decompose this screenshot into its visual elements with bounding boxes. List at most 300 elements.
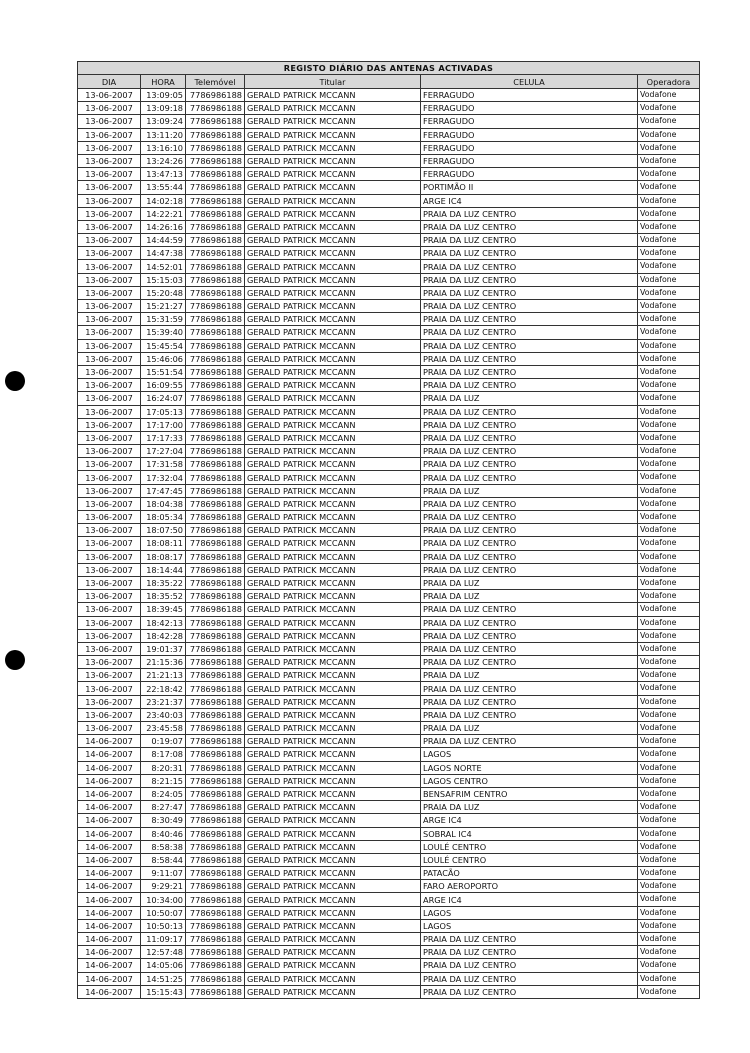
cell-celula: LAGOS [421, 748, 638, 761]
cell-operadora: Vodafone [638, 933, 700, 946]
cell-hora: 23:45:58 [141, 722, 186, 735]
cell-celula: PRAIA DA LUZ CENTRO [421, 405, 638, 418]
table-row [78, 656, 700, 669]
cell-operadora: Vodafone [638, 418, 700, 431]
cell-celula: PRAIA DA LUZ CENTRO [421, 642, 638, 655]
cell-titular: GERALD PATRICK MCCANN [245, 102, 421, 115]
cell-hora: 18:42:28 [141, 629, 186, 642]
cell-operadora: Vodafone [638, 695, 700, 708]
table-row [78, 392, 700, 405]
cell-operadora: Vodafone [638, 787, 700, 800]
table-row [78, 735, 700, 748]
cell-hora: 10:50:07 [141, 906, 186, 919]
cell-operadora: Vodafone [638, 313, 700, 326]
cell-titular: GERALD PATRICK MCCANN [245, 590, 421, 603]
cell-dia: 13-06-2007 [78, 682, 141, 695]
cell-titular: GERALD PATRICK MCCANN [245, 801, 421, 814]
table-row [78, 220, 700, 233]
cell-hora: 13:16:10 [141, 141, 186, 154]
cell-operadora: Vodafone [638, 840, 700, 853]
cell-dia: 14-06-2007 [78, 985, 141, 998]
table-row [78, 959, 700, 972]
table-body [78, 89, 700, 999]
cell-dia: 14-06-2007 [78, 748, 141, 761]
cell-hora: 21:21:13 [141, 669, 186, 682]
cell-dia: 13-06-2007 [78, 207, 141, 220]
cell-telemovel: 7786986188 [186, 774, 245, 787]
cell-dia: 14-06-2007 [78, 972, 141, 985]
cell-telemovel: 7786986188 [186, 722, 245, 735]
cell-hora: 13:24:26 [141, 154, 186, 167]
cell-telemovel: 7786986188 [186, 814, 245, 827]
table-row [78, 102, 700, 115]
table-row [78, 722, 700, 735]
cell-celula: FERRAGUDO [421, 141, 638, 154]
cell-telemovel: 7786986188 [186, 286, 245, 299]
cell-operadora: Vodafone [638, 946, 700, 959]
cell-titular: GERALD PATRICK MCCANN [245, 550, 421, 563]
table-row [78, 524, 700, 537]
cell-titular: GERALD PATRICK MCCANN [245, 642, 421, 655]
cell-celula: PRAIA DA LUZ CENTRO [421, 379, 638, 392]
cell-telemovel: 7786986188 [186, 102, 245, 115]
table-row [78, 418, 700, 431]
cell-dia: 13-06-2007 [78, 576, 141, 589]
cell-telemovel: 7786986188 [186, 524, 245, 537]
table-row [78, 260, 700, 273]
cell-hora: 8:30:49 [141, 814, 186, 827]
table-row [78, 972, 700, 985]
cell-telemovel: 7786986188 [186, 141, 245, 154]
cell-operadora: Vodafone [638, 959, 700, 972]
table-row [78, 511, 700, 524]
cell-hora: 17:32:04 [141, 471, 186, 484]
cell-titular: GERALD PATRICK MCCANN [245, 300, 421, 313]
cell-titular: GERALD PATRICK MCCANN [245, 458, 421, 471]
table-row [78, 537, 700, 550]
cell-titular: GERALD PATRICK MCCANN [245, 141, 421, 154]
cell-celula: PRAIA DA LUZ CENTRO [421, 247, 638, 260]
cell-hora: 9:11:07 [141, 867, 186, 880]
cell-hora: 8:40:46 [141, 827, 186, 840]
cell-operadora: Vodafone [638, 880, 700, 893]
cell-telemovel: 7786986188 [186, 220, 245, 233]
cell-dia: 13-06-2007 [78, 326, 141, 339]
cell-dia: 14-06-2007 [78, 867, 141, 880]
cell-dia: 14-06-2007 [78, 919, 141, 932]
cell-celula: PRAIA DA LUZ [421, 484, 638, 497]
cell-titular: GERALD PATRICK MCCANN [245, 695, 421, 708]
cell-hora: 14:51:25 [141, 972, 186, 985]
cell-hora: 13:09:05 [141, 89, 186, 102]
cell-titular: GERALD PATRICK MCCANN [245, 853, 421, 866]
table-row [78, 352, 700, 365]
table-row [78, 801, 700, 814]
cell-celula: PRAIA DA LUZ CENTRO [421, 286, 638, 299]
cell-dia: 14-06-2007 [78, 840, 141, 853]
cell-celula: FERRAGUDO [421, 168, 638, 181]
cell-operadora: Vodafone [638, 893, 700, 906]
cell-operadora: Vodafone [638, 168, 700, 181]
cell-dia: 14-06-2007 [78, 787, 141, 800]
cell-hora: 8:58:38 [141, 840, 186, 853]
cell-dia: 13-06-2007 [78, 141, 141, 154]
cell-operadora: Vodafone [638, 260, 700, 273]
cell-titular: GERALD PATRICK MCCANN [245, 339, 421, 352]
cell-hora: 8:20:31 [141, 761, 186, 774]
cell-titular: GERALD PATRICK MCCANN [245, 234, 421, 247]
cell-dia: 13-06-2007 [78, 115, 141, 128]
cell-titular: GERALD PATRICK MCCANN [245, 247, 421, 260]
cell-telemovel: 7786986188 [186, 669, 245, 682]
cell-operadora: Vodafone [638, 801, 700, 814]
table-row [78, 761, 700, 774]
table-row [78, 313, 700, 326]
cell-telemovel: 7786986188 [186, 352, 245, 365]
cell-titular: GERALD PATRICK MCCANN [245, 656, 421, 669]
cell-telemovel: 7786986188 [186, 300, 245, 313]
table-row [78, 563, 700, 576]
table-row [78, 458, 700, 471]
cell-hora: 8:17:08 [141, 748, 186, 761]
column-header-celula: CELULA [421, 75, 638, 89]
cell-dia: 13-06-2007 [78, 418, 141, 431]
cell-hora: 13:47:13 [141, 168, 186, 181]
cell-titular: GERALD PATRICK MCCANN [245, 497, 421, 510]
cell-dia: 13-06-2007 [78, 300, 141, 313]
table-row [78, 128, 700, 141]
cell-telemovel: 7786986188 [186, 656, 245, 669]
cell-hora: 15:31:59 [141, 313, 186, 326]
cell-titular: GERALD PATRICK MCCANN [245, 445, 421, 458]
cell-dia: 13-06-2007 [78, 128, 141, 141]
cell-titular: GERALD PATRICK MCCANN [245, 181, 421, 194]
table-row [78, 300, 700, 313]
cell-operadora: Vodafone [638, 735, 700, 748]
cell-celula: FERRAGUDO [421, 89, 638, 102]
cell-dia: 13-06-2007 [78, 234, 141, 247]
cell-operadora: Vodafone [638, 867, 700, 880]
table-row [78, 497, 700, 510]
table-row [78, 906, 700, 919]
cell-telemovel: 7786986188 [186, 405, 245, 418]
cell-telemovel: 7786986188 [186, 695, 245, 708]
cell-operadora: Vodafone [638, 550, 700, 563]
cell-celula: LOULÉ CENTRO [421, 840, 638, 853]
cell-celula: PRAIA DA LUZ CENTRO [421, 418, 638, 431]
cell-telemovel: 7786986188 [186, 550, 245, 563]
cell-titular: GERALD PATRICK MCCANN [245, 392, 421, 405]
cell-operadora: Vodafone [638, 115, 700, 128]
cell-hora: 10:50:13 [141, 919, 186, 932]
cell-celula: SOBRAL IC4 [421, 827, 638, 840]
cell-hora: 15:45:54 [141, 339, 186, 352]
cell-operadora: Vodafone [638, 906, 700, 919]
cell-titular: GERALD PATRICK MCCANN [245, 787, 421, 800]
table-row [78, 168, 700, 181]
table-row [78, 590, 700, 603]
table-row [78, 576, 700, 589]
cell-dia: 13-06-2007 [78, 550, 141, 563]
cell-hora: 15:46:06 [141, 352, 186, 365]
cell-celula: PRAIA DA LUZ CENTRO [421, 695, 638, 708]
cell-dia: 14-06-2007 [78, 959, 141, 972]
cell-celula: PRAIA DA LUZ CENTRO [421, 207, 638, 220]
cell-celula: PRAIA DA LUZ CENTRO [421, 458, 638, 471]
cell-dia: 13-06-2007 [78, 642, 141, 655]
cell-hora: 18:39:45 [141, 603, 186, 616]
cell-titular: GERALD PATRICK MCCANN [245, 168, 421, 181]
cell-dia: 13-06-2007 [78, 708, 141, 721]
cell-dia: 13-06-2007 [78, 669, 141, 682]
cell-operadora: Vodafone [638, 642, 700, 655]
column-header-titular: Titular [245, 75, 421, 89]
cell-telemovel: 7786986188 [186, 115, 245, 128]
cell-titular: GERALD PATRICK MCCANN [245, 906, 421, 919]
cell-celula: LAGOS NORTE [421, 761, 638, 774]
cell-dia: 13-06-2007 [78, 603, 141, 616]
cell-dia: 14-06-2007 [78, 946, 141, 959]
cell-dia: 14-06-2007 [78, 933, 141, 946]
cell-titular: GERALD PATRICK MCCANN [245, 880, 421, 893]
cell-celula: PRAIA DA LUZ CENTRO [421, 511, 638, 524]
table-row [78, 379, 700, 392]
cell-telemovel: 7786986188 [186, 207, 245, 220]
cell-telemovel: 7786986188 [186, 313, 245, 326]
table-row [78, 181, 700, 194]
cell-operadora: Vodafone [638, 972, 700, 985]
cell-titular: GERALD PATRICK MCCANN [245, 946, 421, 959]
cell-titular: GERALD PATRICK MCCANN [245, 840, 421, 853]
cell-telemovel: 7786986188 [186, 735, 245, 748]
cell-hora: 17:17:00 [141, 418, 186, 431]
cell-celula: PRAIA DA LUZ CENTRO [421, 234, 638, 247]
cell-operadora: Vodafone [638, 89, 700, 102]
cell-operadora: Vodafone [638, 484, 700, 497]
table-row [78, 273, 700, 286]
cell-titular: GERALD PATRICK MCCANN [245, 537, 421, 550]
cell-telemovel: 7786986188 [186, 471, 245, 484]
cell-celula: PRAIA DA LUZ [421, 801, 638, 814]
cell-dia: 13-06-2007 [78, 458, 141, 471]
table-row [78, 814, 700, 827]
cell-celula: PRAIA DA LUZ [421, 669, 638, 682]
cell-hora: 0:19:07 [141, 735, 186, 748]
table-row [78, 115, 700, 128]
cell-telemovel: 7786986188 [186, 458, 245, 471]
cell-operadora: Vodafone [638, 669, 700, 682]
cell-celula: PORTIMÃO II [421, 181, 638, 194]
cell-telemovel: 7786986188 [186, 616, 245, 629]
cell-dia: 13-06-2007 [78, 102, 141, 115]
cell-operadora: Vodafone [638, 207, 700, 220]
cell-celula: PATACÃO [421, 867, 638, 880]
table-row [78, 669, 700, 682]
cell-celula: PRAIA DA LUZ CENTRO [421, 300, 638, 313]
cell-hora: 11:09:17 [141, 933, 186, 946]
cell-titular: GERALD PATRICK MCCANN [245, 511, 421, 524]
table-row [78, 445, 700, 458]
cell-dia: 13-06-2007 [78, 497, 141, 510]
cell-celula: PRAIA DA LUZ CENTRO [421, 273, 638, 286]
cell-dia: 13-06-2007 [78, 590, 141, 603]
table-row [78, 141, 700, 154]
cell-operadora: Vodafone [638, 220, 700, 233]
cell-titular: GERALD PATRICK MCCANN [245, 128, 421, 141]
table-row [78, 867, 700, 880]
table-row [78, 880, 700, 893]
cell-celula: PRAIA DA LUZ CENTRO [421, 735, 638, 748]
table-row [78, 774, 700, 787]
cell-celula: PRAIA DA LUZ CENTRO [421, 985, 638, 998]
cell-operadora: Vodafone [638, 576, 700, 589]
cell-titular: GERALD PATRICK MCCANN [245, 484, 421, 497]
cell-celula: PRAIA DA LUZ CENTRO [421, 431, 638, 444]
cell-operadora: Vodafone [638, 590, 700, 603]
cell-celula: FARO AEROPORTO [421, 880, 638, 893]
cell-titular: GERALD PATRICK MCCANN [245, 616, 421, 629]
cell-hora: 14:05:06 [141, 959, 186, 972]
cell-telemovel: 7786986188 [186, 906, 245, 919]
cell-telemovel: 7786986188 [186, 893, 245, 906]
cell-titular: GERALD PATRICK MCCANN [245, 154, 421, 167]
cell-hora: 18:04:38 [141, 497, 186, 510]
cell-celula: LAGOS [421, 906, 638, 919]
antenna-log-table [77, 61, 700, 999]
table-row [78, 682, 700, 695]
table-row [78, 286, 700, 299]
cell-dia: 14-06-2007 [78, 827, 141, 840]
cell-celula: PRAIA DA LUZ CENTRO [421, 629, 638, 642]
cell-dia: 13-06-2007 [78, 511, 141, 524]
cell-dia: 14-06-2007 [78, 735, 141, 748]
table-row [78, 985, 700, 998]
cell-titular: GERALD PATRICK MCCANN [245, 220, 421, 233]
cell-celula: PRAIA DA LUZ CENTRO [421, 656, 638, 669]
cell-dia: 13-06-2007 [78, 471, 141, 484]
cell-dia: 13-06-2007 [78, 379, 141, 392]
cell-hora: 15:15:03 [141, 273, 186, 286]
column-header-hora: HORA [141, 75, 186, 89]
cell-dia: 13-06-2007 [78, 431, 141, 444]
cell-telemovel: 7786986188 [186, 418, 245, 431]
cell-celula: PRAIA DA LUZ CENTRO [421, 339, 638, 352]
cell-hora: 10:34:00 [141, 893, 186, 906]
cell-hora: 14:52:01 [141, 260, 186, 273]
cell-hora: 8:21:15 [141, 774, 186, 787]
cell-celula: PRAIA DA LUZ [421, 722, 638, 735]
table-row [78, 339, 700, 352]
cell-operadora: Vodafone [638, 616, 700, 629]
table-row [78, 431, 700, 444]
cell-celula: LOULÉ CENTRO [421, 853, 638, 866]
cell-telemovel: 7786986188 [186, 603, 245, 616]
cell-celula: BENSAFRIM CENTRO [421, 787, 638, 800]
cell-celula: PRAIA DA LUZ CENTRO [421, 537, 638, 550]
cell-celula: PRAIA DA LUZ CENTRO [421, 946, 638, 959]
cell-dia: 13-06-2007 [78, 339, 141, 352]
cell-celula: PRAIA DA LUZ CENTRO [421, 326, 638, 339]
table-row [78, 748, 700, 761]
cell-dia: 14-06-2007 [78, 801, 141, 814]
cell-titular: GERALD PATRICK MCCANN [245, 194, 421, 207]
cell-hora: 15:39:40 [141, 326, 186, 339]
cell-dia: 14-06-2007 [78, 774, 141, 787]
cell-operadora: Vodafone [638, 682, 700, 695]
cell-titular: GERALD PATRICK MCCANN [245, 867, 421, 880]
table-row [78, 946, 700, 959]
cell-telemovel: 7786986188 [186, 563, 245, 576]
cell-celula: PRAIA DA LUZ CENTRO [421, 260, 638, 273]
cell-celula: FERRAGUDO [421, 102, 638, 115]
cell-hora: 8:27:47 [141, 801, 186, 814]
cell-titular: GERALD PATRICK MCCANN [245, 629, 421, 642]
cell-celula: PRAIA DA LUZ CENTRO [421, 524, 638, 537]
cell-operadora: Vodafone [638, 405, 700, 418]
table-row [78, 247, 700, 260]
cell-hora: 23:21:37 [141, 695, 186, 708]
cell-hora: 17:47:45 [141, 484, 186, 497]
cell-dia: 13-06-2007 [78, 563, 141, 576]
cell-titular: GERALD PATRICK MCCANN [245, 708, 421, 721]
cell-telemovel: 7786986188 [186, 537, 245, 550]
cell-operadora: Vodafone [638, 379, 700, 392]
cell-titular: GERALD PATRICK MCCANN [245, 418, 421, 431]
cell-celula: PRAIA DA LUZ CENTRO [421, 471, 638, 484]
cell-dia: 13-06-2007 [78, 524, 141, 537]
cell-titular: GERALD PATRICK MCCANN [245, 814, 421, 827]
cell-telemovel: 7786986188 [186, 840, 245, 853]
cell-titular: GERALD PATRICK MCCANN [245, 761, 421, 774]
cell-titular: GERALD PATRICK MCCANN [245, 524, 421, 537]
cell-dia: 13-06-2007 [78, 181, 141, 194]
cell-telemovel: 7786986188 [186, 748, 245, 761]
cell-hora: 18:35:52 [141, 590, 186, 603]
cell-hora: 16:09:55 [141, 379, 186, 392]
cell-dia: 13-06-2007 [78, 537, 141, 550]
cell-dia: 13-06-2007 [78, 154, 141, 167]
cell-operadora: Vodafone [638, 656, 700, 669]
cell-hora: 15:21:27 [141, 300, 186, 313]
cell-hora: 18:08:17 [141, 550, 186, 563]
cell-hora: 13:09:18 [141, 102, 186, 115]
cell-hora: 19:01:37 [141, 642, 186, 655]
cell-titular: GERALD PATRICK MCCANN [245, 959, 421, 972]
cell-celula: PRAIA DA LUZ CENTRO [421, 313, 638, 326]
cell-dia: 13-06-2007 [78, 313, 141, 326]
cell-hora: 14:22:21 [141, 207, 186, 220]
cell-telemovel: 7786986188 [186, 326, 245, 339]
cell-telemovel: 7786986188 [186, 181, 245, 194]
column-header-telemovel: Telemóvel [186, 75, 245, 89]
cell-celula: PRAIA DA LUZ [421, 576, 638, 589]
cell-telemovel: 7786986188 [186, 497, 245, 510]
cell-telemovel: 7786986188 [186, 154, 245, 167]
table-row [78, 933, 700, 946]
column-header-operadora: Operadora [638, 75, 700, 89]
cell-titular: GERALD PATRICK MCCANN [245, 260, 421, 273]
cell-telemovel: 7786986188 [186, 128, 245, 141]
table-row [78, 207, 700, 220]
cell-celula: LAGOS CENTRO [421, 774, 638, 787]
cell-titular: GERALD PATRICK MCCANN [245, 827, 421, 840]
cell-hora: 18:07:50 [141, 524, 186, 537]
table-row [78, 89, 700, 102]
cell-hora: 13:55:44 [141, 181, 186, 194]
cell-dia: 13-06-2007 [78, 484, 141, 497]
cell-titular: GERALD PATRICK MCCANN [245, 89, 421, 102]
cell-dia: 13-06-2007 [78, 445, 141, 458]
